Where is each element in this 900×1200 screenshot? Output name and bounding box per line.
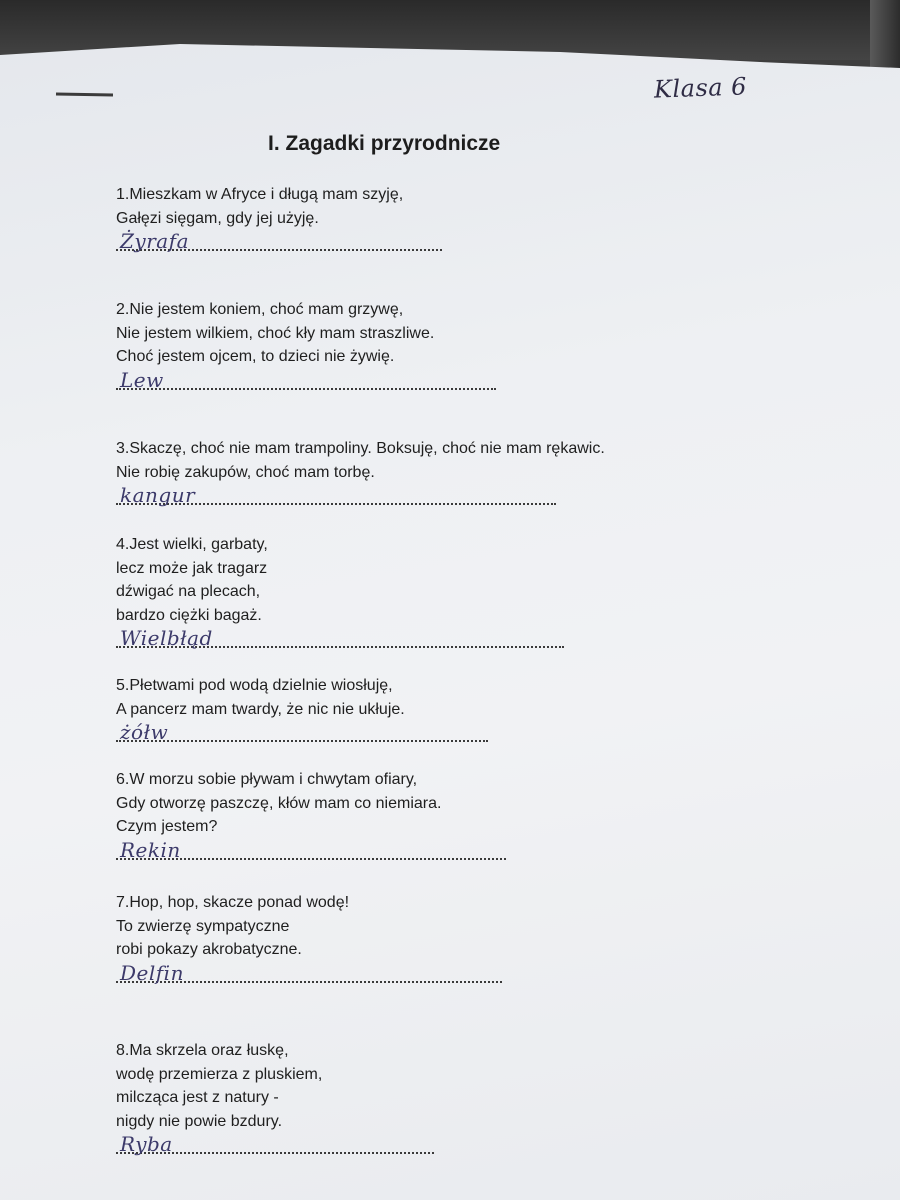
riddle-line: 2.Nie jestem koniem, choć mam grzywę, [116, 301, 404, 318]
riddle-line: A pancerz mam twardy, że nic nie ukłuje. [116, 700, 405, 718]
answer-field [116, 628, 268, 652]
riddle-8 [116, 1039, 322, 1158]
answer-field [116, 722, 405, 746]
riddle-line: Nie jestem wilkiem, choć kły mam straszliwe. [116, 324, 435, 342]
answer-field [116, 960, 349, 987]
riddle-line: To zwierzę sympatyczne [116, 917, 290, 935]
riddle-line: 3.Skaczę, choć nie mam trampoliny. Boksuję, choć nie mam rękawic. [116, 440, 605, 457]
riddle-line: 5.Płetwami pod wodą dzielnie wiosłuję, [116, 677, 393, 694]
handwritten-answer: kangur [120, 483, 196, 507]
worksheet-title: I. Zagadki przyrodnicze [268, 132, 501, 155]
riddle-line: 8.Ma skrzela oraz łuskę, [116, 1042, 289, 1059]
riddle-line: wodę przemierza z pluskiem, [116, 1065, 323, 1083]
handwritten-answer: Lew [120, 367, 164, 392]
riddle-line: bardzo ciężki bagaż. [116, 606, 262, 624]
answer-field [116, 231, 403, 255]
riddle-1 [116, 183, 403, 255]
handwritten-answer: Wielbłąd [120, 626, 213, 650]
riddle-line: dźwigać na plecach, [116, 583, 261, 600]
riddle-4 [116, 533, 268, 652]
riddle-5 [116, 674, 405, 746]
handwritten-answer: Ryba [120, 1132, 173, 1156]
riddle-line: Czym jestem? [116, 818, 218, 835]
riddle-7 [116, 891, 349, 987]
answer-field [116, 485, 605, 509]
riddle-line: lecz może jak tragarz [116, 559, 268, 577]
riddle-line: 7.Hop, hop, skacze ponad wodę! [116, 894, 350, 911]
dotted-answer-line [116, 388, 496, 390]
riddle-line: 6.W morzu sobie pływam i chwytam ofiary, [116, 771, 418, 788]
class-note-handwritten: Klasa 6 [653, 72, 748, 104]
riddle-line: Gdy otworzę paszczę, kłów mam co niemiara. [116, 794, 442, 812]
handwritten-answer: Żyrafa [120, 229, 190, 253]
dotted-answer-line [116, 740, 488, 742]
riddle-3 [116, 437, 605, 509]
riddle-line: 1.Mieszkam w Afryce i długą mam szyję, [116, 186, 404, 203]
riddle-line: Choć jestem ojcem, to dzieci nie żywię. [116, 348, 395, 365]
riddle-line: robi pokazy akrobatyczne. [116, 941, 302, 958]
answer-field [116, 367, 434, 394]
riddle-2 [116, 298, 434, 394]
answer-field [116, 1134, 322, 1158]
handwritten-answer: żółw [120, 720, 169, 744]
riddle-line: Gałęzi sięgam, gdy jej użyję. [116, 209, 319, 227]
riddle-line: milcząca jest z natury - [116, 1089, 279, 1106]
handwritten-answer: Delfin [120, 960, 184, 985]
riddle-6 [116, 768, 441, 864]
riddle-line: Nie robię zakupów, choć mam torbę. [116, 463, 375, 481]
handwritten-answer: Rekin [120, 837, 181, 862]
riddle-line: 4.Jest wielki, garbaty, [116, 536, 268, 553]
answer-field [116, 837, 441, 864]
riddle-line: nigdy nie powie bzdury. [116, 1112, 283, 1130]
